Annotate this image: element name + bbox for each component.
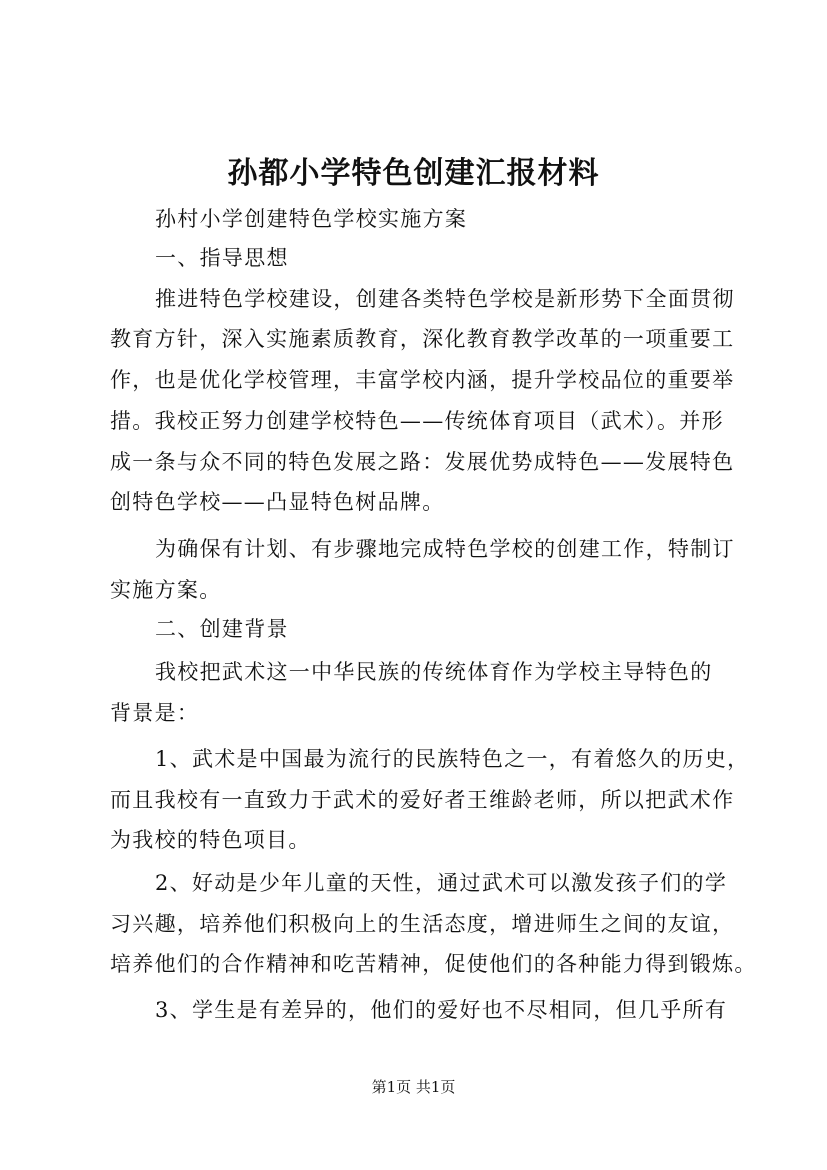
- paragraph-line: 作，也是优化学校管理，丰富学校内涵，提升学校品位的重要举: [110, 368, 735, 392]
- page-number: 第1页 共1页: [371, 1078, 456, 1096]
- paragraph-line: 培养他们的合作精神和吃苦精神，促使他们的各种能力得到锻炼。: [110, 952, 757, 976]
- paragraph-line: 教育方针，深入实施素质教育，深化教育教学改革的一项重要工: [110, 327, 735, 351]
- paragraph-line: 成一条与众不同的特色发展之路：发展优势成特色——发展特色: [110, 450, 735, 474]
- paragraph-line: 习兴趣，培养他们积极向上的生活态度，增进师生之间的友谊，: [110, 912, 735, 936]
- section-heading: 二、创建背景: [155, 617, 289, 641]
- paragraph-line: 推进特色学校建设，创建各类特色学校是新形势下全面贯彻: [155, 287, 735, 311]
- paragraph-line: 创特色学校——凸显特色树品牌。: [110, 490, 445, 514]
- paragraph-line: 我校把武术这一中华民族的传统体育作为学校主导特色的: [155, 660, 713, 684]
- paragraph-line: 而且我校有一直致力于武术的爱好者王维龄老师，所以把武术作: [110, 788, 735, 812]
- section-heading: 一、指导思想: [155, 246, 289, 270]
- paragraph-line: 3、学生是有差异的，他们的爱好也不尽相同，但几乎所有: [155, 998, 728, 1022]
- paragraph-line: 2、好动是少年儿童的天性，通过武术可以激发孩子们的学: [155, 871, 728, 895]
- paragraph-line: 1、武术是中国最为流行的民族特色之一，有着悠久的历史，: [155, 747, 750, 771]
- paragraph-line: 实施方案。: [110, 578, 222, 602]
- document-title: 孙都小学特色创建汇报材料: [227, 156, 600, 191]
- document-subtitle: 孙村小学创建特色学校实施方案: [155, 207, 468, 231]
- paragraph-line: 为我校的特色项目。: [110, 828, 311, 852]
- paragraph-line: 为确保有计划、有步骤地完成特色学校的创建工作，特制订: [155, 537, 735, 561]
- paragraph-line: 背景是：: [110, 701, 200, 725]
- paragraph-line: 措。我校正努力创建学校特色——传统体育项目（武术）。并形: [110, 409, 724, 433]
